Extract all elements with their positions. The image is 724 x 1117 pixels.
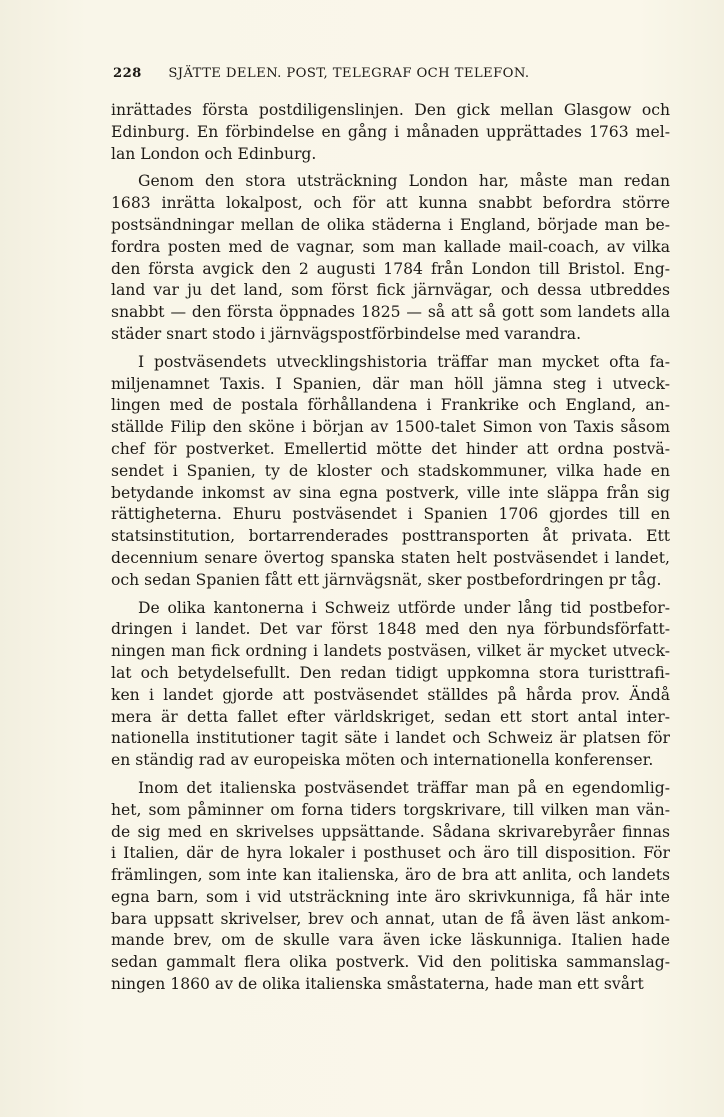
text-line: de sig med en skrivelses uppsättande. Sådana skrivarebyråer finnas	[111, 822, 670, 841]
text-line: en ständig rad av europeiska möten och internationella konferenser.	[111, 751, 654, 770]
text-line: miljenamnet Taxis. I Spanien, där man höll jämna steg i utveck-	[111, 374, 670, 393]
paragraph	[111, 778, 670, 996]
page-number: 228	[113, 66, 142, 81]
text-line: ställde Filip den sköne i början av 1500-talet Simon von Taxis såsom	[111, 418, 670, 437]
text-line: och sedan Spanien fått ett järnvägsnät, sker postbefordringen pr tåg.	[111, 570, 662, 589]
paragraph	[111, 352, 670, 592]
text-line: ningen 1860 av de olika italienska småstaterna, hade man ett svårt	[111, 975, 644, 994]
text-line: nationella institutioner tagit säte i landet och Schweiz är platsen för	[111, 729, 670, 748]
text-line: snabbt — den första öppnades 1825 — så att så gott som landets alla	[111, 303, 670, 322]
running-title: SJÄTTE DELEN. POST, TELEGRAF OCH TELEFON.	[168, 66, 530, 81]
text-line: den första avgick den 2 augusti 1784 från London till Bristol. Eng-	[111, 259, 670, 278]
text-line: lat och betydelsefullt. Den redan tidigt uppkomna stora turisttrafi-	[111, 663, 670, 682]
text-line: statsinstitution, bortarrenderades posttransporten åt privata. Ett	[111, 527, 670, 546]
text-line: chef för postverket. Emellertid mötte det hinder att ordna postvä-	[111, 439, 670, 458]
text-line: lan London och Edinburg.	[111, 144, 317, 163]
text-line: städer snart stodo i järnvägspostförbindelse med varandra.	[111, 324, 582, 343]
page-header	[113, 66, 613, 86]
paragraph	[111, 598, 670, 772]
text-line: het, som påminner om forna tiders torgskrivare, till vilken man vän-	[111, 800, 670, 819]
text-line: I postväsendets utvecklingshistoria träffar man mycket ofta fa-	[138, 352, 670, 371]
text-line: främlingen, som inte kan italienska, äro de bra att anlita, och landets	[111, 866, 670, 885]
body-text	[111, 100, 670, 1002]
text-line: De olika kantonerna i Schweiz utförde under lång tid postbefor-	[138, 598, 670, 617]
text-line: sedan gammalt flera olika postverk. Vid den politiska sammanslag-	[111, 953, 670, 972]
text-line: egna barn, som i vid utsträckning inte äro skrivkunniga, få här inte	[111, 887, 670, 906]
text-line: Inom det italienska postväsendet träffar man på en egendomlig-	[138, 778, 670, 797]
text-line: decennium senare övertog spanska staten helt postväsendet i landet,	[111, 548, 670, 567]
text-line: 1683 inrätta lokalpost, och för att kunna snabbt befordra större	[111, 194, 670, 213]
text-line: bara uppsatt skrivelser, brev och annat, utan de få även läst ankom-	[111, 909, 670, 928]
text-line: mera är detta fallet efter världskriget, sedan ett stort antal inter-	[111, 707, 670, 726]
text-line: fordra posten med de vagnar, som man kallade mail-coach, av vilka	[111, 237, 670, 256]
text-line: lingen med de postala förhållandena i Frankrike och England, an-	[111, 396, 670, 415]
text-line: mande brev, om de skulle vara även icke läskunniga. Italien hade	[111, 931, 670, 950]
text-line: ningen man fick ordning i landets postväsen, vilket är mycket utveck-	[111, 642, 670, 661]
text-line: land var ju det land, som först fick järnvägar, och dessa utbreddes	[111, 281, 670, 300]
text-line: Genom den stora utsträckning London har, måste man redan	[138, 172, 670, 191]
text-line: i Italien, där de hyra lokaler i posthuset och äro till disposition. För	[111, 844, 670, 863]
text-line: Edinburg. En förbindelse en gång i månaden upprättades 1763 mel-	[111, 122, 670, 141]
text-line: sendet i Spanien, ty de kloster och stadskommuner, vilka hade en	[111, 461, 670, 480]
paragraph	[111, 171, 670, 345]
text-line: inrättades första postdiligenslinjen. Den gick mellan Glasgow och	[111, 101, 670, 119]
text-line: postsändningar mellan de olika städerna i England, började man be-	[111, 215, 670, 234]
text-line: betydande inkomst av sina egna postverk, ville inte släppa från sig	[111, 483, 670, 502]
text-line: rättigheterna. Ehuru postväsendet i Spanien 1706 gjordes till en	[111, 505, 670, 524]
paragraph	[111, 100, 670, 165]
text-line: dringen i landet. Det var först 1848 med den nya förbundsförfatt-	[111, 620, 670, 639]
text-line: ken i landet gjorde att postväsendet ställdes på hårda prov. Ändå	[111, 685, 670, 704]
